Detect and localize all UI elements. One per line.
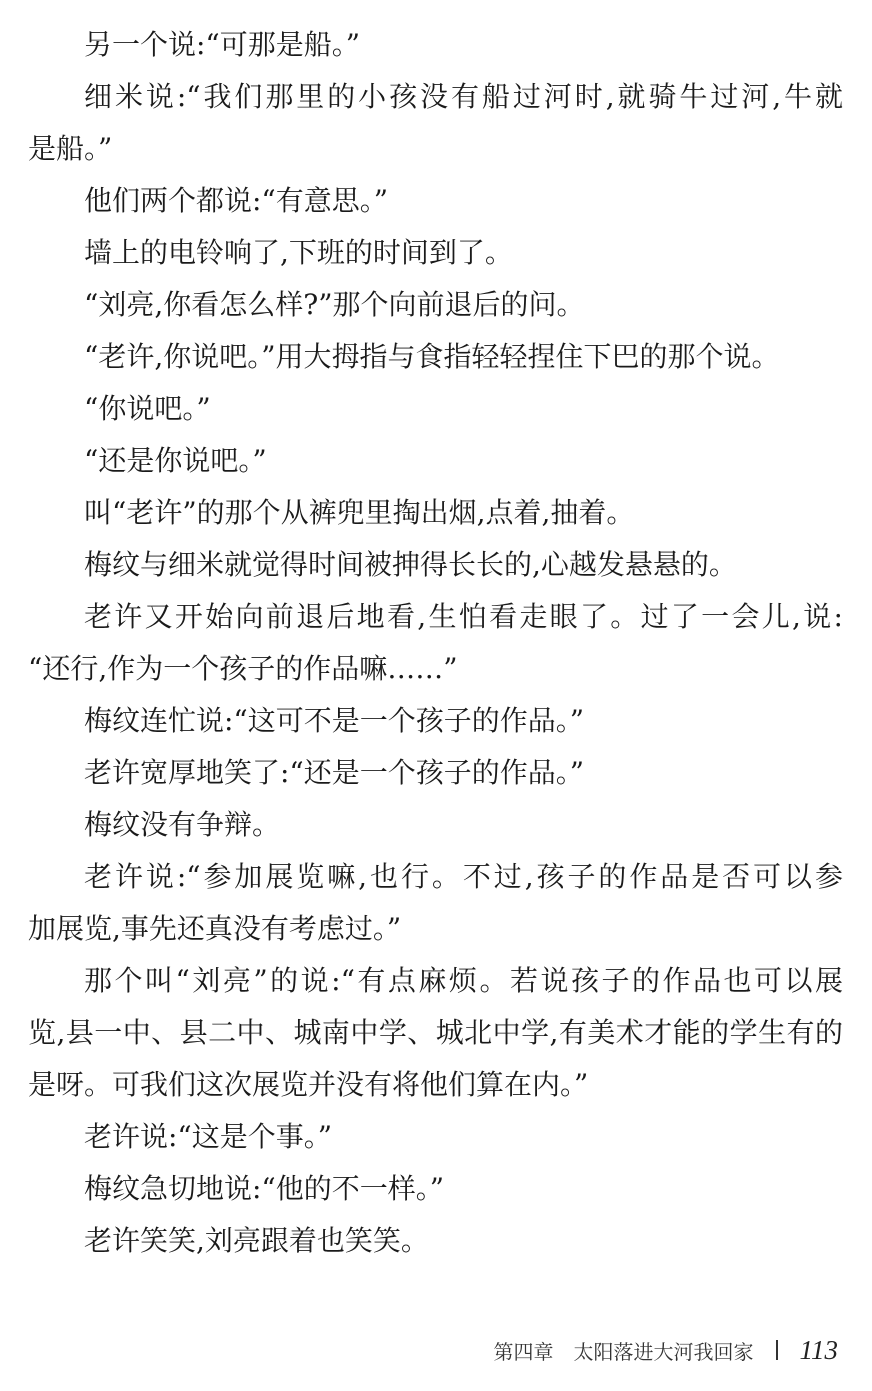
paragraph [28, 1215, 843, 1267]
paragraph [28, 487, 843, 539]
paragraph [28, 435, 843, 487]
paragraph [28, 175, 843, 227]
paragraph [28, 747, 843, 799]
footer-divider [776, 1340, 778, 1360]
paragraph [28, 851, 843, 955]
text-line: 是呀。可我们这次展览并没有将他们算在内。” [28, 1068, 589, 1101]
paragraph [28, 227, 843, 279]
paragraph [28, 19, 843, 71]
text-line: “还是你说吧。” [84, 444, 267, 477]
paragraph [28, 279, 843, 331]
text-line: 加展览,事先还真没有考虑过。” [28, 912, 402, 945]
text-line: 老许又开始向前退后地看,生怕看走眼了。过了一会儿,说: [84, 600, 843, 633]
paragraph [28, 1163, 843, 1215]
text-line: 梅纹连忙说:“这可不是一个孩子的作品。” [84, 704, 585, 737]
text-line: “还行,作为一个孩子的作品嘛……” [28, 652, 458, 685]
text-line: 墙上的电铃响了,下班的时间到了。 [84, 236, 513, 269]
text-line: 梅纹急切地说:“他的不一样。” [84, 1172, 445, 1205]
page-footer [494, 1330, 839, 1370]
text-line: “老许,你说吧。”用大拇指与食指轻轻捏住下巴的那个说。 [84, 340, 780, 373]
text-line: 老许说:“参加展览嘛,也行。不过,孩子的作品是否可以参 [84, 860, 843, 893]
paragraph [28, 695, 843, 747]
text-line: 细米说:“我们那里的小孩没有船过河时,就骑牛过河,牛就 [84, 80, 843, 113]
text-line: 叫“老许”的那个从裤兜里掏出烟,点着,抽着。 [84, 496, 635, 529]
body-text [28, 19, 843, 1267]
running-header-chapter: 第四章 太阳落进大河我回家 [493, 1339, 754, 1364]
paragraph [28, 955, 843, 1111]
paragraph [28, 799, 843, 851]
page-number: 113 [799, 1334, 838, 1365]
text-line: 那个叫“刘亮”的说:“有点麻烦。若说孩子的作品也可以展 [84, 964, 843, 997]
text-line: 是船。” [28, 132, 113, 165]
paragraph [28, 71, 843, 175]
text-line: 老许宽厚地笑了:“还是一个孩子的作品。” [84, 756, 585, 789]
text-line: “你说吧。” [84, 392, 211, 425]
paragraph [28, 539, 843, 591]
paragraph [28, 383, 843, 435]
paragraph [28, 1111, 843, 1163]
text-line: 另一个说:“可那是船。” [84, 28, 361, 61]
paragraph [28, 591, 843, 695]
text-line: “刘亮,你看怎么样?”那个向前退后的问。 [84, 288, 585, 321]
text-line: 梅纹与细米就觉得时间被抻得长长的,心越发悬悬的。 [84, 548, 737, 581]
text-line: 老许说:“这是个事。” [84, 1120, 333, 1153]
text-line: 他们两个都说:“有意思。” [84, 184, 389, 217]
text-line: 梅纹没有争辩。 [84, 808, 281, 841]
text-line: 老许笑笑,刘亮跟着也笑笑。 [84, 1224, 429, 1257]
text-line: 览,县一中、县二中、城南中学、城北中学,有美术才能的学生有的 [28, 1016, 843, 1049]
paragraph [28, 331, 843, 383]
